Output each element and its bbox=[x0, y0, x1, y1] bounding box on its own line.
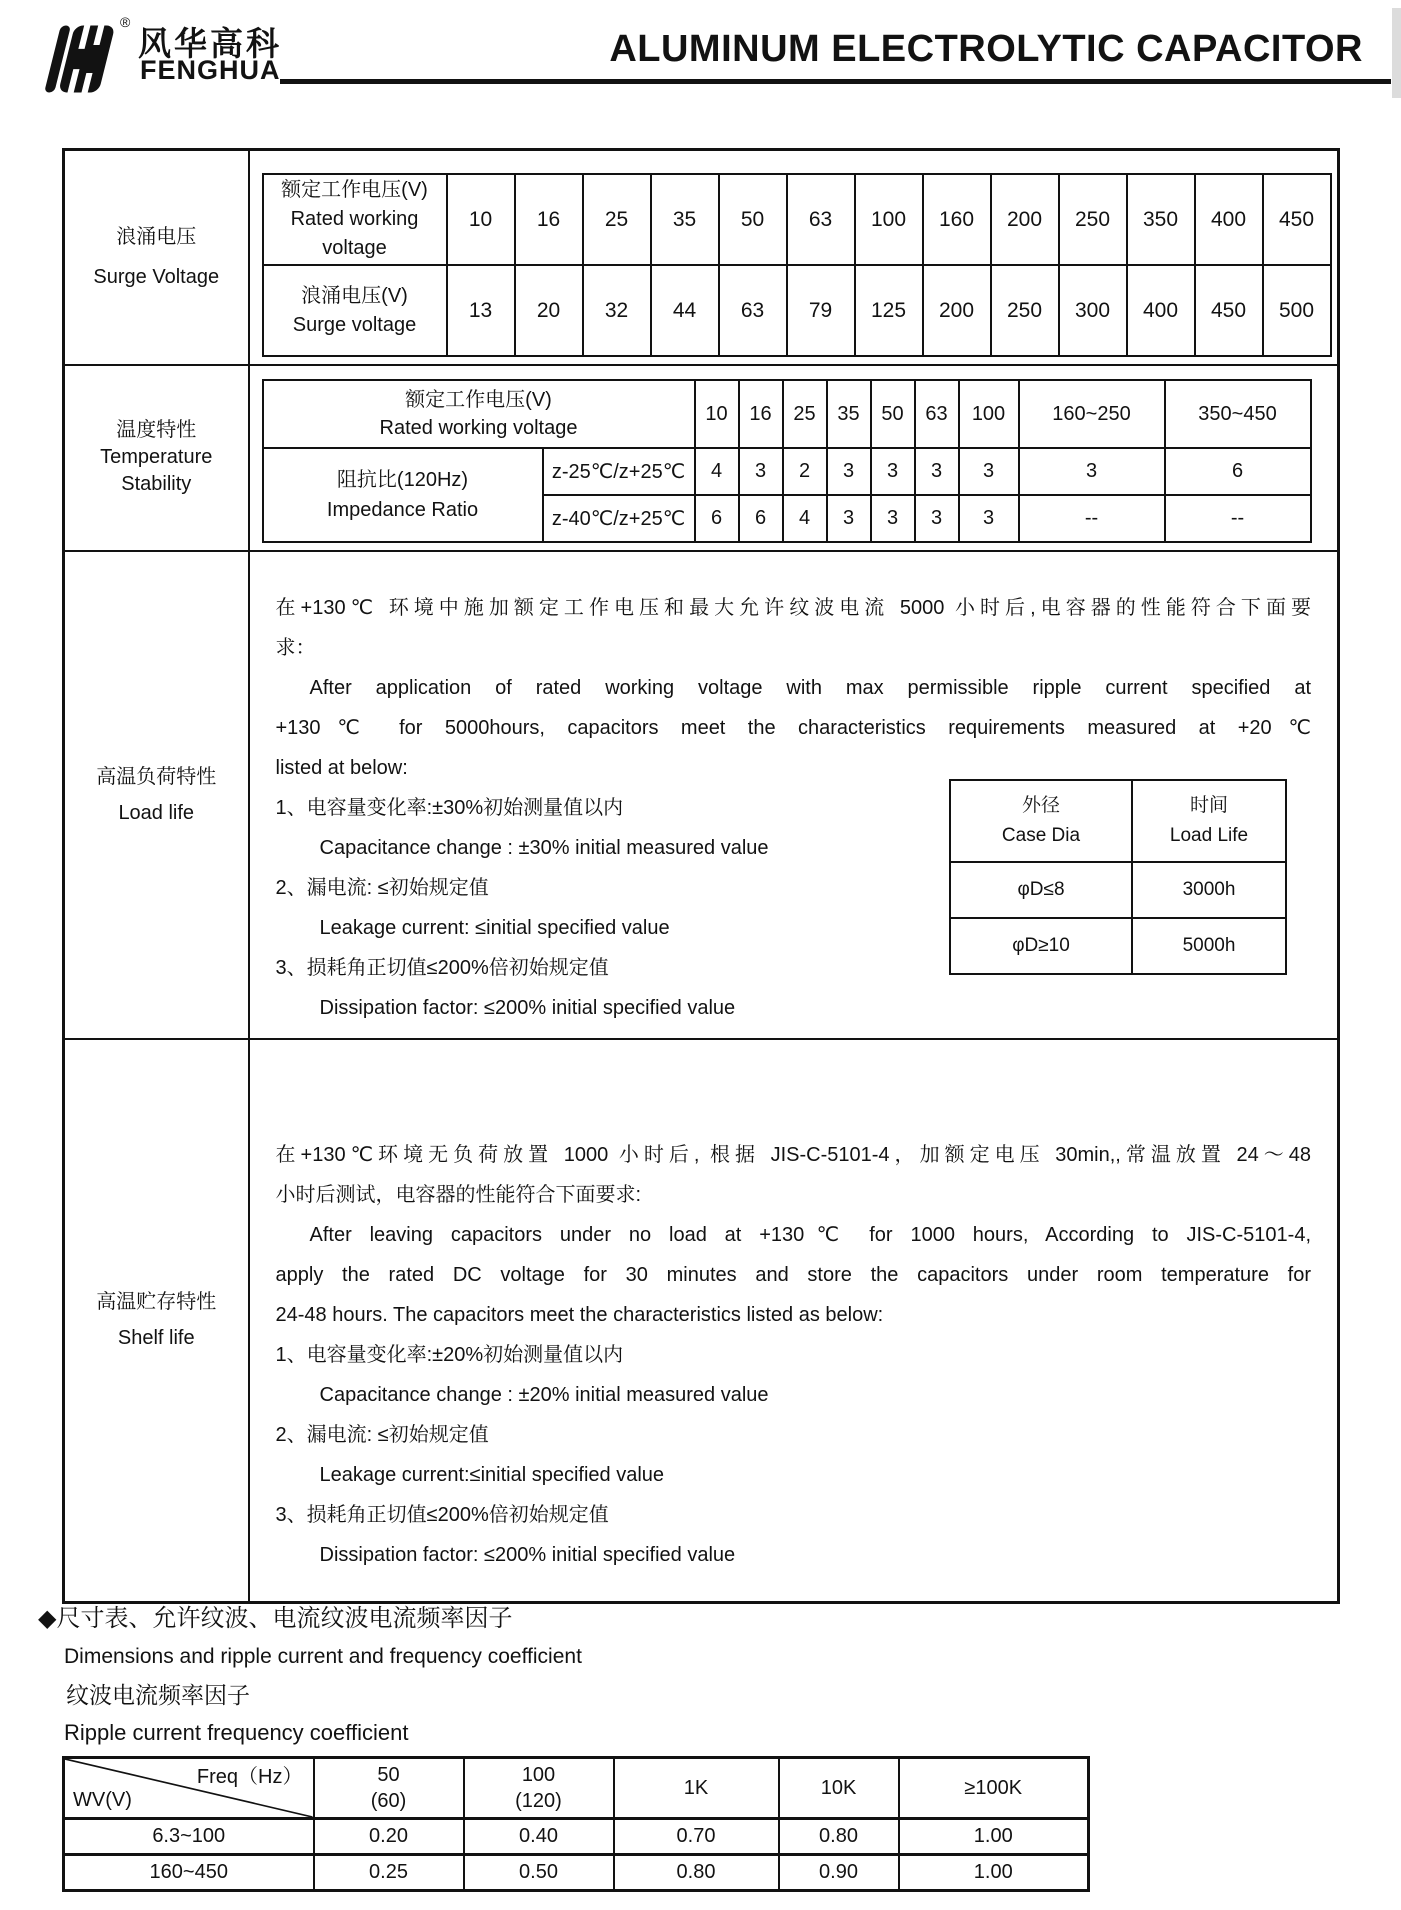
coefficient-value: 0.80 bbox=[614, 1855, 779, 1891]
impedance-ratio-label bbox=[263, 448, 543, 542]
load-line: Capacitance change : ±30% initial measured value bbox=[319, 836, 769, 859]
z-minus40-label: z-40℃/z+25℃ bbox=[543, 495, 695, 542]
impedance-value: 6 bbox=[1165, 448, 1311, 495]
rated-voltage-row bbox=[263, 174, 1331, 265]
spec-table bbox=[62, 148, 1340, 1604]
shelf-line: 在+130℃环境无负荷放置 1000 小时后, 根据 JIS-C-5101-4，加额定电压 30min,,常温放置 24～48 bbox=[275, 1144, 1311, 1167]
mini-row-large-dia bbox=[950, 918, 1286, 974]
fenghua-logo-icon bbox=[44, 24, 122, 94]
load-life-header-en: Load Life bbox=[1169, 824, 1249, 846]
rated-voltage-header bbox=[263, 174, 447, 265]
temp-header-row bbox=[263, 380, 1311, 448]
freq-col-1k: 1K bbox=[614, 1758, 779, 1819]
shelf-line: apply the rated DC voltage for 30 minutes and store the capacitors under room temperature for bbox=[275, 1264, 1311, 1287]
freq-col-100-alt: (120) bbox=[515, 1790, 562, 1812]
shelf-side-label bbox=[64, 1039, 249, 1603]
rated-voltage-value: 63 bbox=[787, 174, 855, 265]
load-life-value: 3000h bbox=[1132, 862, 1286, 918]
load-line: listed at below: bbox=[275, 756, 408, 779]
impedance-value: 3 bbox=[1019, 448, 1165, 495]
case-dia-header bbox=[950, 780, 1132, 862]
impedance-value: 4 bbox=[783, 495, 827, 542]
shelf-line: 2、漏电流: ≤初始规定值 bbox=[275, 1424, 489, 1447]
surge-voltage-value: 125 bbox=[855, 265, 923, 356]
freq-col-100k: ≥100K bbox=[899, 1758, 1089, 1819]
temp-voltage-col: 10 bbox=[695, 380, 739, 448]
coefficient-value: 0.90 bbox=[779, 1855, 899, 1891]
load-line: 3、损耗角正切值≤200%倍初始规定值 bbox=[275, 956, 609, 979]
surge-voltage-row bbox=[64, 150, 1339, 365]
frequency-coefficient-table bbox=[62, 1756, 1090, 1892]
surge-voltage-header bbox=[263, 265, 447, 356]
load-content-cell bbox=[249, 551, 1339, 1039]
page-edge-shadow bbox=[1392, 8, 1401, 98]
load-line: +130℃ for 5000hours, capacitors meet the characteristics requirements measured at +20℃ bbox=[275, 716, 1311, 739]
shelf-life-text bbox=[250, 1065, 1338, 1575]
coefficient-value: 0.80 bbox=[779, 1819, 899, 1855]
case-dia-value: φD≥10 bbox=[950, 918, 1132, 974]
load-line: 2、漏电流: ≤初始规定值 bbox=[275, 876, 489, 899]
load-life-header-cn: 时间 bbox=[1189, 794, 1228, 816]
load-line: 1、电容量变化率:±30%初始测量值以内 bbox=[275, 796, 624, 819]
temp-side-en2: Stability bbox=[121, 473, 192, 495]
load-life-value: 5000h bbox=[1132, 918, 1286, 974]
rated-voltage-value: 25 bbox=[583, 174, 651, 265]
freq-col-100-main: 100 bbox=[521, 1764, 556, 1786]
mini-header-row bbox=[950, 780, 1286, 862]
temp-rated-header bbox=[263, 380, 695, 448]
impedance-value: 3 bbox=[959, 448, 1019, 495]
rated-voltage-value: 400 bbox=[1195, 174, 1263, 265]
surge-voltage-value: 450 bbox=[1195, 265, 1263, 356]
freq-header-row bbox=[64, 1758, 1089, 1819]
load-line: Dissipation factor: ≤200% initial specified value bbox=[319, 996, 736, 1019]
temp-voltage-col: 100 bbox=[959, 380, 1019, 448]
rated-voltage-value: 16 bbox=[515, 174, 583, 265]
impedance-value: 4 bbox=[695, 448, 739, 495]
shelf-content-cell bbox=[249, 1039, 1339, 1603]
logo-latin-name: FENGHUA bbox=[140, 55, 281, 85]
section-heading-en: Dimensions and ripple current and frequency coefficient bbox=[64, 1645, 582, 1668]
impedance-value: 3 bbox=[871, 495, 915, 542]
surge-voltage-value: 20 bbox=[515, 265, 583, 356]
freq-row-low-voltage bbox=[64, 1819, 1089, 1855]
rated-voltage-value: 50 bbox=[719, 174, 787, 265]
case-dia-load-life-table bbox=[949, 779, 1287, 975]
impedance-ratio-en: Impedance Ratio bbox=[326, 498, 479, 521]
surge-side-en: Surge Voltage bbox=[93, 266, 220, 289]
rated-voltage-value: 350 bbox=[1127, 174, 1195, 265]
surge-side-label bbox=[64, 150, 249, 365]
freq-col-50-main: 50 bbox=[377, 1764, 400, 1786]
wv-range-label: 160~450 bbox=[64, 1855, 314, 1891]
temp-voltage-col: 16 bbox=[739, 380, 783, 448]
case-dia-header-cn: 外径 bbox=[1021, 794, 1060, 816]
impedance-value: 3 bbox=[915, 448, 959, 495]
surge-table bbox=[262, 173, 1332, 357]
dimensions-section-heading bbox=[38, 1600, 582, 1752]
freq-col-50 bbox=[314, 1758, 464, 1819]
surge-voltage-value: 300 bbox=[1059, 265, 1127, 356]
temperature-table bbox=[262, 379, 1312, 543]
shelf-line: Leakage current:≤initial specified value bbox=[319, 1464, 665, 1487]
impedance-value: 3 bbox=[827, 448, 871, 495]
freq-col-50-alt: (60) bbox=[370, 1790, 407, 1812]
registered-trademark-icon: ® bbox=[120, 14, 131, 30]
surge-voltage-value: 63 bbox=[719, 265, 787, 356]
temp-content-cell bbox=[249, 365, 1339, 551]
rated-voltage-value: 100 bbox=[855, 174, 923, 265]
shelf-line: Capacitance change : ±20% initial measured value bbox=[319, 1384, 769, 1407]
temp-side-en1: Temperature bbox=[100, 446, 213, 468]
case-dia-header-en: Case Dia bbox=[1001, 824, 1081, 846]
z-minus25-label: z-25℃/z+25℃ bbox=[543, 448, 695, 495]
load-side-cn: 高温负荷特性 bbox=[96, 765, 217, 788]
surge-voltage-value: 200 bbox=[923, 265, 991, 356]
surge-side-cn: 浪涌电压 bbox=[116, 226, 197, 249]
impedance-row-minus25 bbox=[263, 448, 1311, 495]
load-life-header bbox=[1132, 780, 1286, 862]
rated-voltage-value: 160 bbox=[923, 174, 991, 265]
freq-row-high-voltage bbox=[64, 1855, 1089, 1891]
temp-voltage-col: 160~250 bbox=[1019, 380, 1165, 448]
temp-voltage-col: 50 bbox=[871, 380, 915, 448]
impedance-value: 3 bbox=[827, 495, 871, 542]
coefficient-value: 0.70 bbox=[614, 1819, 779, 1855]
surge-voltage-value: 400 bbox=[1127, 265, 1195, 356]
freq-axis-label: Freq（Hz） bbox=[196, 1766, 303, 1788]
impedance-value: 6 bbox=[739, 495, 783, 542]
temp-voltage-col: 25 bbox=[783, 380, 827, 448]
impedance-value: -- bbox=[1019, 495, 1165, 542]
shelf-side-en: Shelf life bbox=[117, 1327, 195, 1350]
impedance-value: 3 bbox=[959, 495, 1019, 542]
load-line: 在+130℃ 环境中施加额定工作电压和最大允许纹波电流 5000 小时后,电容器的性能符合下面要 bbox=[275, 596, 1311, 619]
rated-voltage-header-cn: 额定工作电压(V) bbox=[281, 179, 428, 202]
impedance-value: -- bbox=[1165, 495, 1311, 542]
rated-voltage-value: 200 bbox=[991, 174, 1059, 265]
section-subheading-en: Ripple current frequency coefficient bbox=[64, 1720, 409, 1745]
title-underline bbox=[280, 79, 1391, 84]
shelf-line: 3、损耗角正切值≤200%倍初始规定值 bbox=[275, 1504, 609, 1527]
temp-voltage-col: 63 bbox=[915, 380, 959, 448]
impedance-value: 3 bbox=[739, 448, 783, 495]
impedance-value: 2 bbox=[783, 448, 827, 495]
surge-voltage-header-en: Surge voltage bbox=[292, 313, 417, 336]
load-life-row bbox=[64, 551, 1339, 1039]
shelf-line: 24-48 hours. The capacitors meet the characteristics listed as below: bbox=[275, 1304, 884, 1327]
shelf-line: 1、电容量变化率:±20%初始测量值以内 bbox=[275, 1344, 624, 1367]
rated-voltage-value: 250 bbox=[1059, 174, 1127, 265]
coefficient-value: 1.00 bbox=[899, 1819, 1089, 1855]
coefficient-value: 0.25 bbox=[314, 1855, 464, 1891]
surge-voltage-value: 250 bbox=[991, 265, 1059, 356]
rated-voltage-value: 10 bbox=[447, 174, 515, 265]
page-title: ALUMINUM ELECTROLYTIC CAPACITOR bbox=[609, 28, 1363, 70]
surge-voltage-value: 79 bbox=[787, 265, 855, 356]
temp-rated-header-en: Rated working voltage bbox=[379, 416, 578, 439]
surge-voltage-value: 44 bbox=[651, 265, 719, 356]
section-subheading-cn: 纹波电流频率因子 bbox=[66, 1682, 250, 1708]
freq-wv-diagonal-cell bbox=[64, 1758, 314, 1819]
impedance-value: 3 bbox=[871, 448, 915, 495]
case-dia-value: φD≤8 bbox=[950, 862, 1132, 918]
surge-content-cell bbox=[249, 150, 1339, 365]
shelf-line: Dissipation factor: ≤200% initial specified value bbox=[319, 1544, 736, 1567]
shelf-life-row bbox=[64, 1039, 1339, 1603]
surge-voltage-value: 32 bbox=[583, 265, 651, 356]
coefficient-value: 0.50 bbox=[464, 1855, 614, 1891]
wv-range-label: 6.3~100 bbox=[64, 1819, 314, 1855]
rated-voltage-value: 450 bbox=[1263, 174, 1331, 265]
load-side-label bbox=[64, 551, 249, 1039]
temp-voltage-col: 350~450 bbox=[1165, 380, 1311, 448]
temp-voltage-col: 35 bbox=[827, 380, 871, 448]
rated-voltage-header-en: Rated working voltage bbox=[290, 208, 419, 260]
load-line: 求： bbox=[275, 636, 316, 659]
surge-voltage-value: 500 bbox=[1263, 265, 1331, 356]
load-side-en: Load life bbox=[118, 801, 195, 824]
surge-voltage-value: 13 bbox=[447, 265, 515, 356]
coefficient-value: 1.00 bbox=[899, 1855, 1089, 1891]
logo-chinese-name: 风华高科 bbox=[138, 25, 282, 62]
impedance-value: 6 bbox=[695, 495, 739, 542]
load-line: After application of rated working voltage with max permissible ripple current specified at bbox=[309, 676, 1311, 699]
impedance-ratio-cn: 阻抗比(120Hz) bbox=[336, 468, 469, 491]
section-heading-cn: ◆尺寸表、允许纹波、电流纹波电流频率因子 bbox=[38, 1605, 513, 1632]
wv-axis-label: WV(V) bbox=[73, 1789, 132, 1811]
coefficient-value: 0.40 bbox=[464, 1819, 614, 1855]
shelf-line: After leaving capacitors under no load at +130℃ for 1000 hours, According to JIS-C-5101-4, bbox=[309, 1224, 1311, 1247]
freq-col-10k: 10K bbox=[779, 1758, 899, 1819]
load-line: Leakage current: ≤initial specified value bbox=[319, 916, 670, 939]
coefficient-value: 0.20 bbox=[314, 1819, 464, 1855]
mini-row-small-dia bbox=[950, 862, 1286, 918]
surge-voltage-header-cn: 浪涌电压(V) bbox=[301, 284, 408, 307]
shelf-side-cn: 高温贮存特性 bbox=[96, 1291, 217, 1314]
shelf-line: 小时后测试，电容器的性能符合下面要求: bbox=[275, 1184, 642, 1207]
impedance-value: 3 bbox=[915, 495, 959, 542]
rated-voltage-value: 35 bbox=[651, 174, 719, 265]
temperature-stability-row bbox=[64, 365, 1339, 551]
temp-side-cn: 温度特性 bbox=[116, 419, 197, 441]
surge-value-row bbox=[263, 265, 1331, 356]
freq-col-100 bbox=[464, 1758, 614, 1819]
temp-rated-header-cn: 额定工作电压(V) bbox=[405, 388, 552, 411]
temp-side-label bbox=[64, 365, 249, 551]
